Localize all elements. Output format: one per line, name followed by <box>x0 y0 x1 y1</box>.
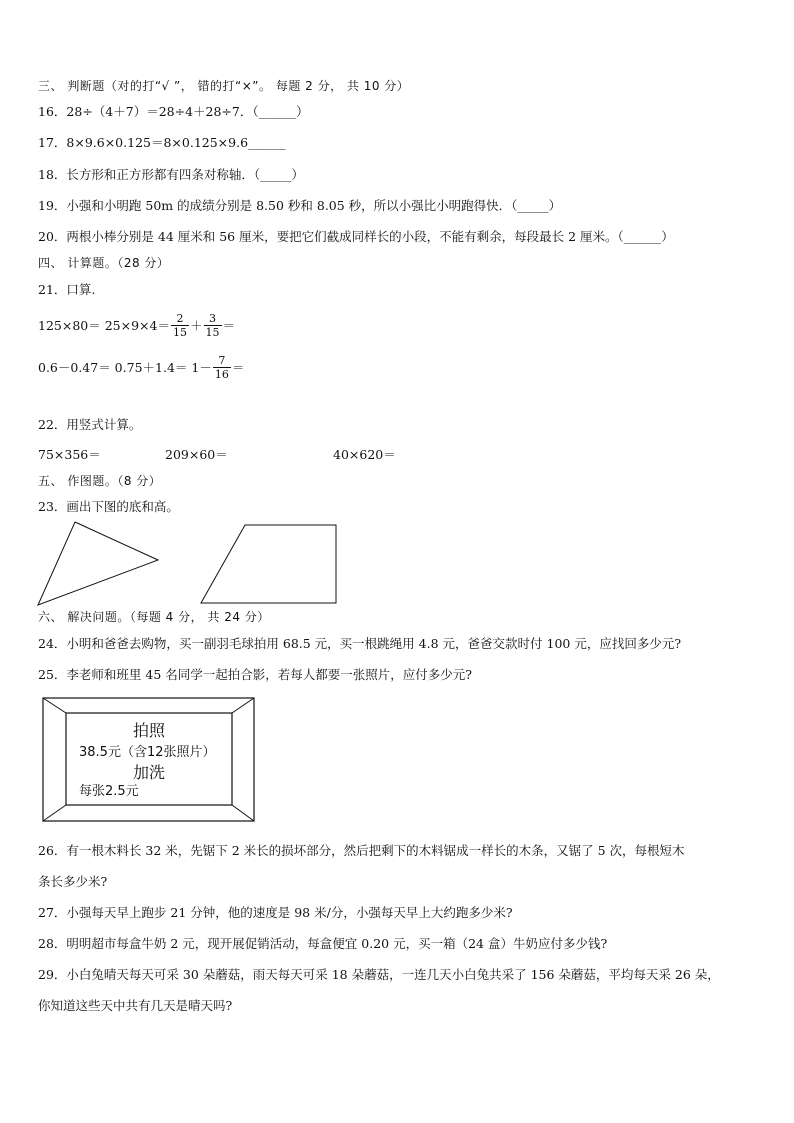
question-29-line-1: 29．小白兔晴天每天可采 30 朵蘑菇，雨天每天可采 18 朵蘑菇，一连几天小白兔共采了 156 朵蘑菇，平均每天采 26 朵， <box>38 967 720 982</box>
question-16: 16．28÷（4＋7）＝28÷4＋28÷7．（______） <box>38 104 309 119</box>
question-26-line-2: 条长多少米? <box>38 874 108 889</box>
vertical-calc-1: 75×356＝ <box>38 447 101 462</box>
question-18: 18．长方形和正方形都有四条对称轴．（_____） <box>38 167 304 182</box>
question-27: 27．小强每天早上跑步 21 分钟，他的速度是 98 米/分，小强每天早上大约跑多少米? <box>38 905 513 920</box>
vertical-calc-2: 209×60＝ <box>165 447 228 462</box>
sign-title: 拍照 <box>133 721 166 740</box>
question-25: 25．李老师和班里 45 名同学一起拍合影，若每人都要一张照片，应付多少元? <box>38 667 472 682</box>
section-3-heading: 三、 判断题（对的打“√ ”， 错的打“×”。 每题 2 分， 共 10 分） <box>38 79 410 93</box>
fraction-numerator: 2 <box>171 312 189 326</box>
section-6-heading: 六、 解决问题。（每题 4 分， 共 24 分） <box>38 610 270 624</box>
equals-sign: ＝ <box>231 359 245 375</box>
question-21: 21．口算. <box>38 282 96 297</box>
fraction-denominator: 15 <box>205 326 220 339</box>
fraction-numerator: 7 <box>213 354 231 368</box>
question-29-line-2: 你知道这些天中共有几天是晴天吗? <box>38 998 233 1013</box>
question-19: 19．小强和小明跑 50m 的成绩分别是 8.50 秒和 8.05 秒，所以小强比小明跑得快．（_____） <box>38 198 562 213</box>
question-28: 28．明明超市每盒牛奶 2 元，现开展促销活动，每盒便宜 0.20 元，买一箱（24 盒）牛奶应付多少钱? <box>38 936 608 951</box>
sign-extra: 加洗 <box>133 763 166 782</box>
section-5-heading: 五、 作图题。（8 分） <box>38 474 162 488</box>
section-4-heading: 四、 计算题。（28 分） <box>38 256 170 270</box>
question-26-line-1: 26．有一根木料长 32 米，先锯下 2 米长的损坏部分，然后把剩下的木料锯成一样长的木条，又锯了 5 次，每根短木 <box>38 843 685 858</box>
question-24: 24．小明和爸爸去购物，买一副羽毛球拍用 68.5 元，买一根跳绳用 4.8 元，爸爸交款时付 100 元，应找回多少元? <box>38 636 682 651</box>
fraction-denominator: 16 <box>214 368 229 381</box>
equals-sign: ＝ <box>222 317 236 333</box>
sign-price: 38.5元（含12张照片） <box>79 745 216 760</box>
plus-sign: ＋ <box>189 317 203 333</box>
mental-math-row-2-text: 0.6－0.47＝ 0.75＋1.4＝ 1－ <box>38 359 212 375</box>
question-20: 20．两根小棒分别是 44 厘米和 56 厘米，要把它们截成同样长的小段，不能有剩余，每段最长 2 厘米。（______） <box>38 229 674 244</box>
fraction-denominator: 15 <box>172 326 187 339</box>
question-17: 17．8×9.6×0.125＝8×0.125×9.6______ <box>38 135 286 150</box>
sign-each-price: 每张2.5元 <box>79 784 139 799</box>
question-23: 23．画出下图的底和高。 <box>38 499 179 514</box>
fraction-numerator: 3 <box>204 312 222 326</box>
vertical-calc-3: 40×620＝ <box>333 447 396 462</box>
mental-math-row-1-text: 125×80＝ 25×9×4＝ <box>38 317 170 333</box>
question-22: 22．用竖式计算。 <box>38 417 142 432</box>
